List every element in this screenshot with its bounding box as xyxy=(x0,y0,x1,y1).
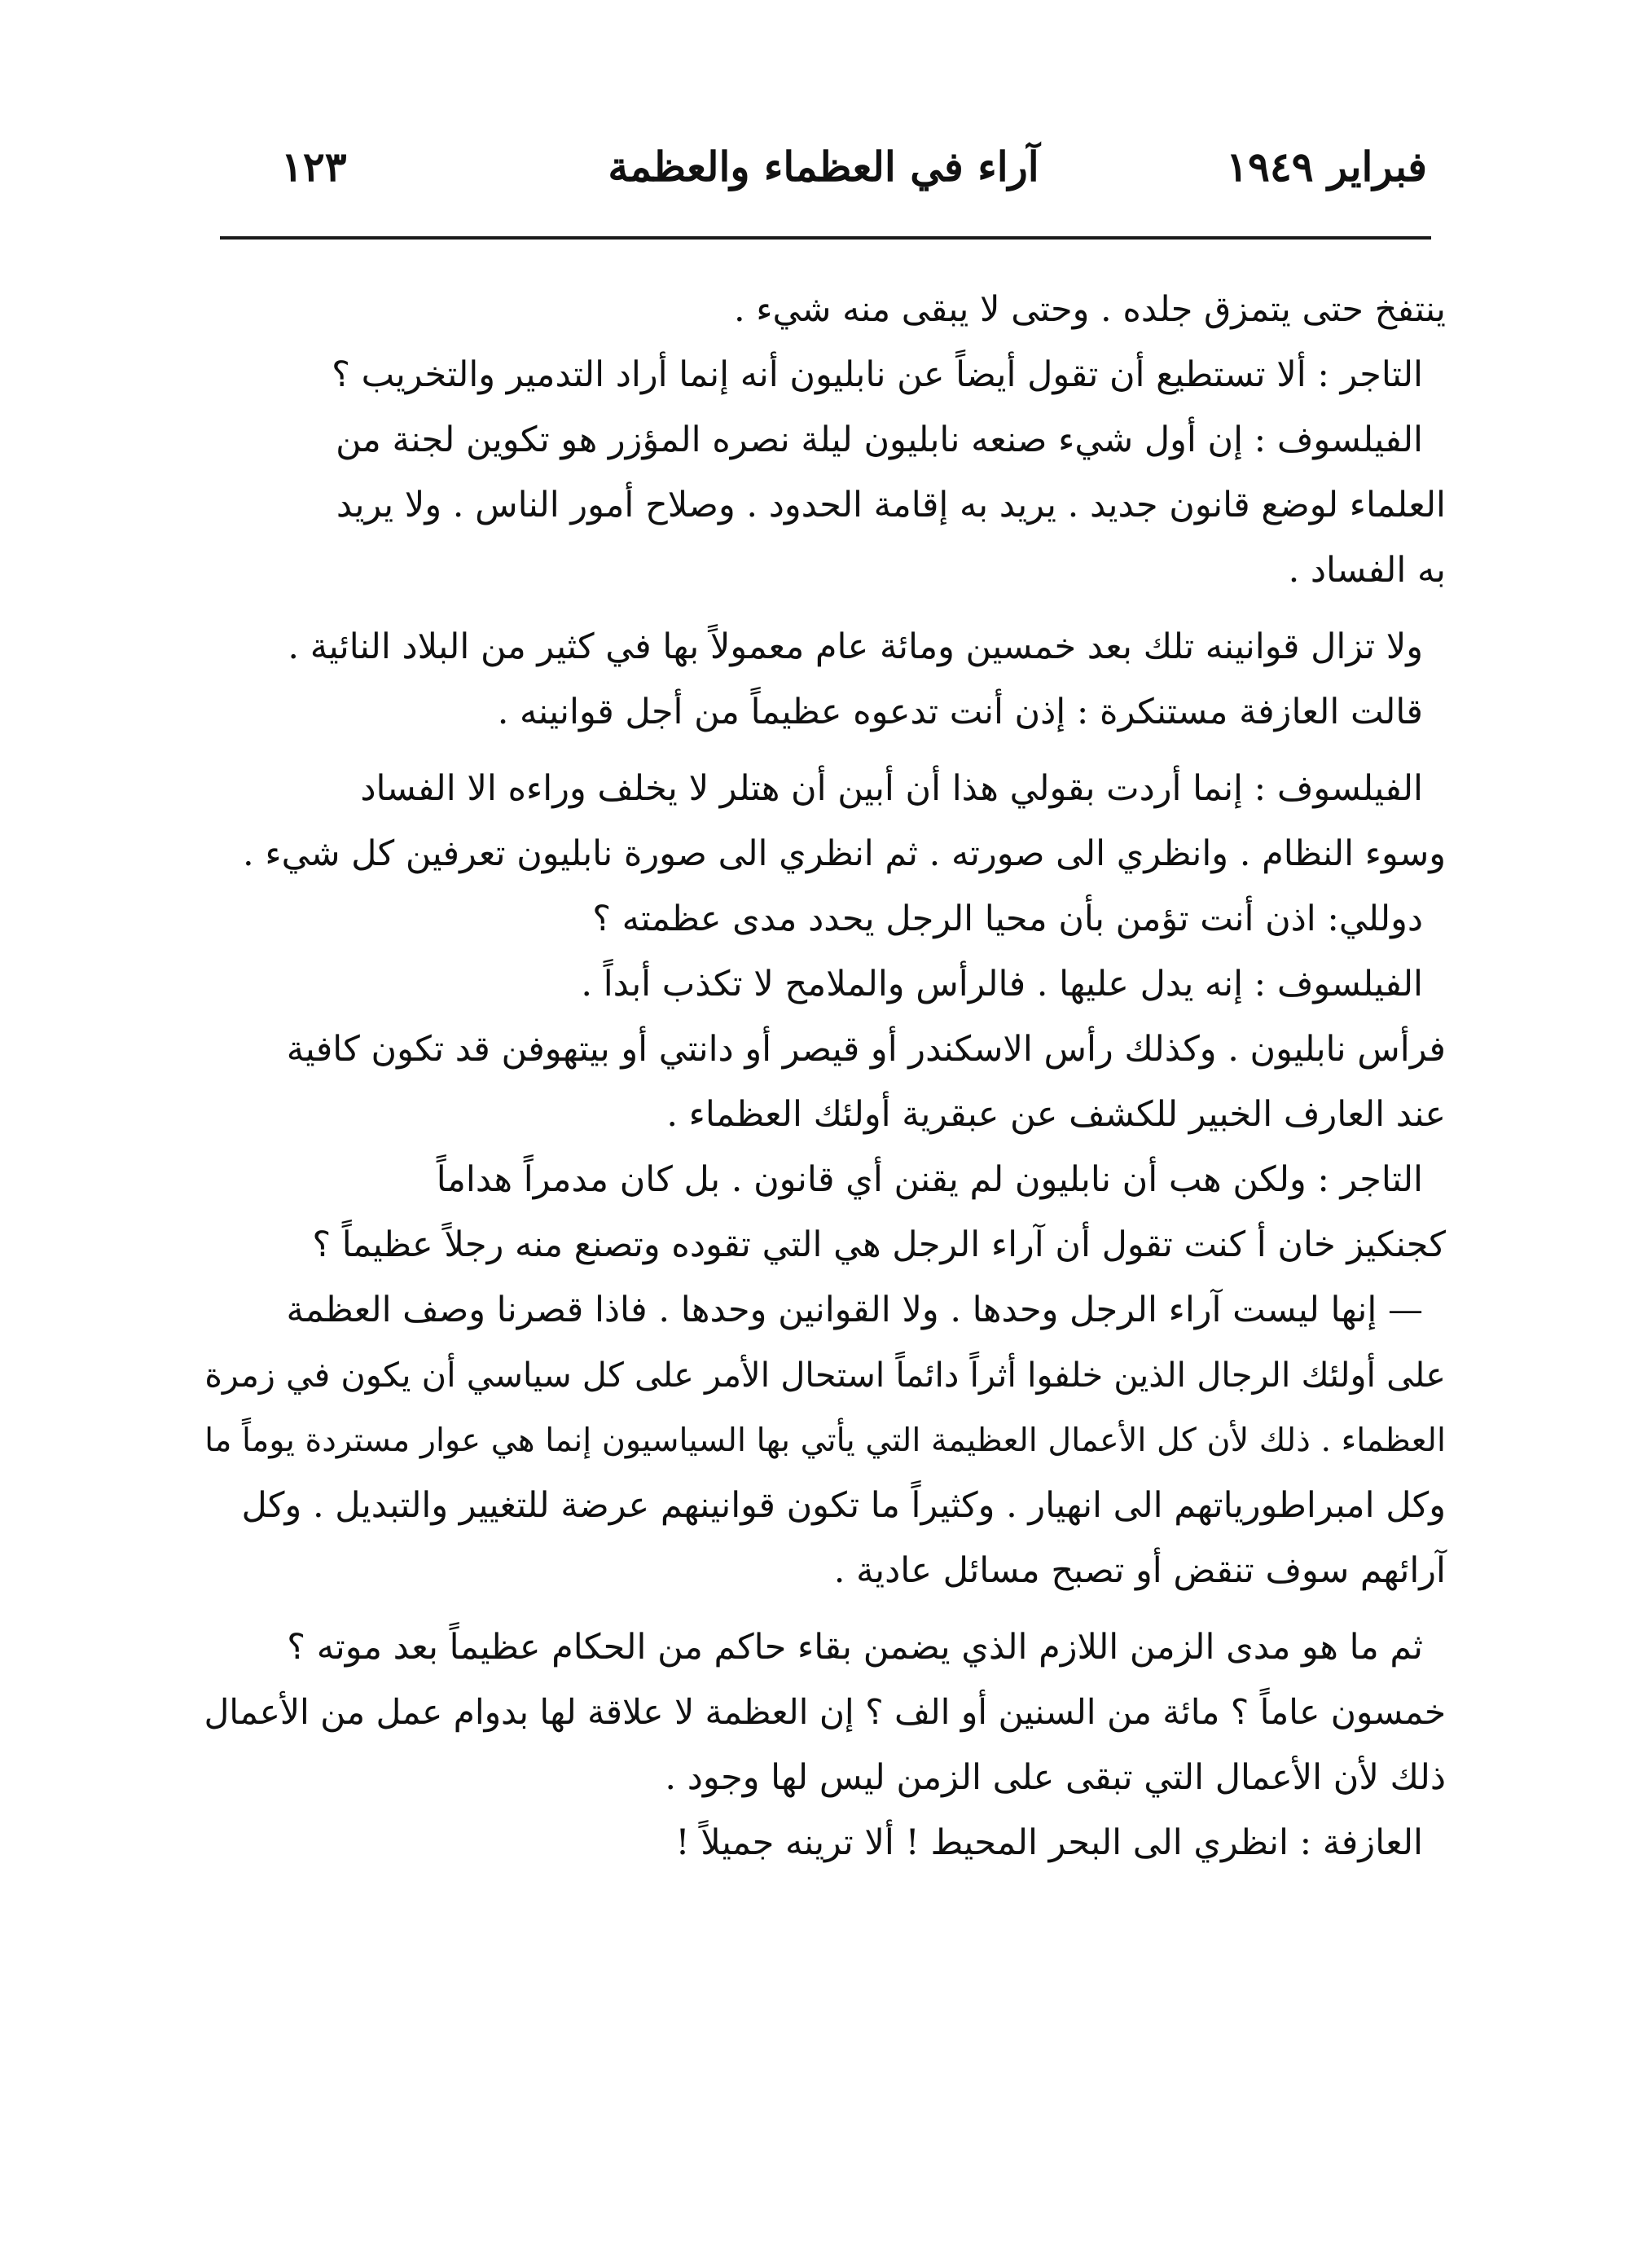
body-text xyxy=(204,277,1446,1875)
text-line: ولا تزال قوانينه تلك بعد خمسين ومائة عام معمولاً بها في كثير من البلاد النائية . xyxy=(288,626,1423,667)
text-line: ذلك لأن الأعمال التي تبقى على الزمن ليس لها وجود . xyxy=(665,1757,1446,1798)
text-line: ينتفخ حتى يتمزق جلده . وحتى لا يبقى منه شيء . xyxy=(733,289,1446,330)
header-title: آراء في العظماء والعظمة xyxy=(608,143,1039,191)
text-line: قالت العازفة مستنكرة : إذن أنت تدعوه عظيماً من أجل قوانينه . xyxy=(497,692,1423,732)
page-header xyxy=(220,143,1427,216)
text-line: عند العارف الخبير للكشف عن عبقرية أولئك العظماء . xyxy=(666,1094,1446,1135)
text-line: التاجر : ولكن هب أن نابليون لم يقنن أي قانون . بل كان مدمراً هداماً xyxy=(436,1159,1423,1200)
text-line: وكل امبراطورياتهم الى انهيار . وكثيراً ما تكون قوانينهم عرضة للتغيير والتبديل . وكل xyxy=(241,1485,1446,1526)
text-line: فرأس نابليون . وكذلك رأس الاسكندر أو قيصر أو دانتي أو بيتهوفن قد تكون كافية xyxy=(286,1029,1446,1070)
text-line: — إنها ليست آراء الرجل وحدها . ولا القوانين وحدها . فاذا قصرنا وصف العظمة xyxy=(286,1290,1423,1330)
text-line: التاجر : ألا تستطيع أن تقول أيضاً عن نابليون أنه إنما أراد التدمير والتخريب ؟ xyxy=(332,354,1423,395)
text-line: خمسون عاماً ؟ مائة من السنين أو الف ؟ إن العظمة لا علاقة لها بدوام عمل من الأعمال xyxy=(204,1692,1446,1732)
text-line: ثم ما هو مدى الزمن اللازم الذي يضمن بقاء حاكم من الحكام عظيماً بعد موته ؟ xyxy=(287,1627,1423,1668)
text-line: الفيلسوف : إنه يدل عليها . فالرأس والملامح لا تكذب أبداً . xyxy=(581,964,1423,1004)
text-line: آرائهم سوف تنقض أو تصبح مسائل عادية . xyxy=(833,1550,1446,1591)
text-line: دوللي: اذن أنت تؤمن بأن محيا الرجل يحدد مدى عظمته ؟ xyxy=(592,899,1423,939)
text-line: به الفساد . xyxy=(1288,550,1446,591)
text-line: العازفة : انظري الى البحر المحيط ! ألا ترينه جميلاً ! xyxy=(675,1822,1423,1863)
header-rule xyxy=(220,236,1431,240)
header-date: فبراير ١٩٤٩ xyxy=(1226,143,1427,191)
text-line: العلماء لوضع قانون جديد . يريد به إقامة الحدود . وصلاح أمور الناس . ولا يريد xyxy=(336,485,1446,525)
text-line: كجنكيز خان أ كنت تقول أن آراء الرجل هي التي تقوده وتصنع منه رجلاً عظيماً ؟ xyxy=(312,1224,1446,1265)
text-line: على أولئك الرجال الذين خلفوا أثراً دائماً استحال الأمر على كل سياسي أن يكون في زمرة xyxy=(204,1356,1446,1395)
text-line: وسوء النظام . وانظري الى صورته . ثم انظري الى صورة نابليون تعرفين كل شيء . xyxy=(243,833,1446,874)
text-line: الفيلسوف : إن أول شيء صنعه نابليون ليلة نصره المؤزر هو تكوين لجنة من xyxy=(336,420,1423,460)
page-number: ١٢٣ xyxy=(281,143,347,191)
text-line: الفيلسوف : إنما أردت بقولي هذا أن أبين أن هتلر لا يخلف وراءه الا الفساد xyxy=(360,768,1423,809)
text-line: العظماء . ذلك لأن كل الأعمال العظيمة التي يأتي بها السياسيون إنما هي عوار مستردة يوماً ما xyxy=(204,1422,1446,1459)
